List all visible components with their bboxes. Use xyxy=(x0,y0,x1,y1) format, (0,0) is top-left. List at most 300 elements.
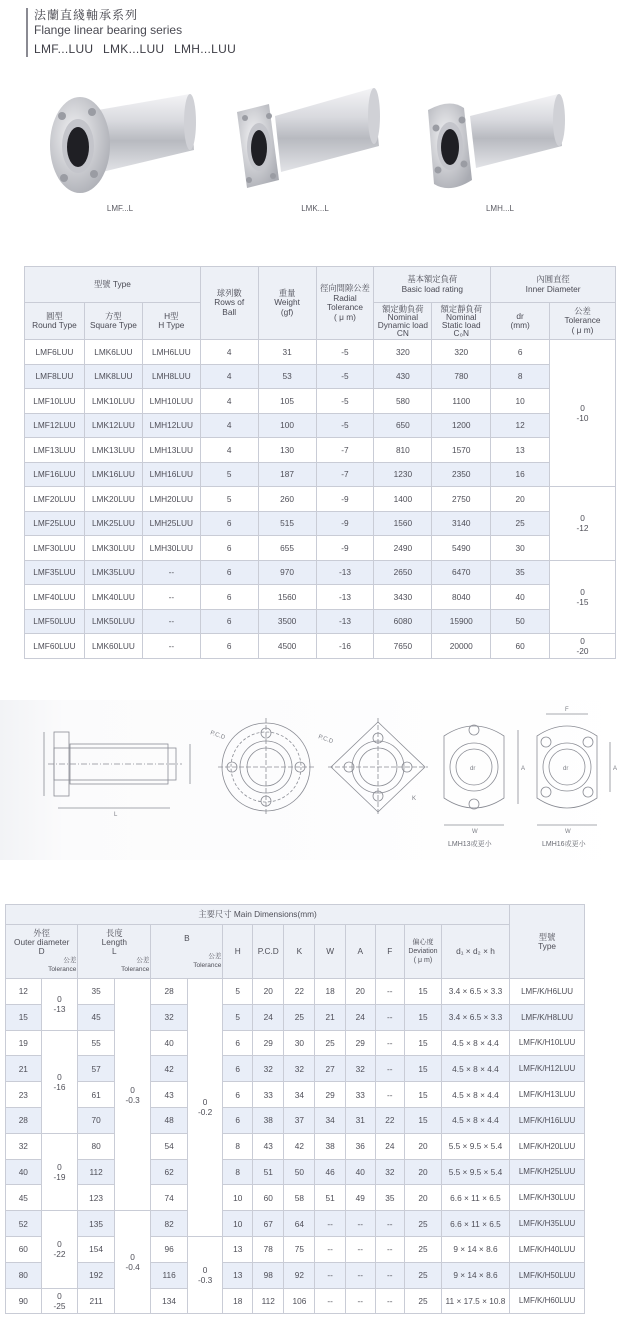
d1d2h-header: d₁ × d₂ × h xyxy=(441,925,509,979)
cell-square: LMK12LUU xyxy=(84,413,142,438)
cell-stat: 6470 xyxy=(432,560,491,585)
cell-weight: 4500 xyxy=(258,634,316,659)
cell-h: 6 xyxy=(223,1056,253,1082)
cell-weight: 100 xyxy=(258,413,316,438)
cell-rows: 4 xyxy=(200,364,258,389)
cell-round: LMF25LUU xyxy=(25,511,85,536)
dynamic-load-header: 額定動負荷 Nominal Dynamic load CN xyxy=(374,303,432,340)
cell-k: 58 xyxy=(284,1185,315,1211)
length-tolerance-cell: 0 -0.3 xyxy=(114,979,151,1211)
cell-dev: 15 xyxy=(405,979,442,1005)
outer-diameter-tolerance-cell: 0 -19 xyxy=(41,1133,78,1210)
lmh13-caption: LMH13或更小 xyxy=(448,841,492,848)
cell-b: 40 xyxy=(151,1030,187,1056)
cell-type: LMF/K/H40LUU xyxy=(510,1236,585,1262)
cell-pcd: 29 xyxy=(253,1030,284,1056)
svg-text:L: L xyxy=(114,812,118,818)
cell-square: LMK16LUU xyxy=(84,462,142,487)
main-dimensions-header: 主要尺寸 Main Dimensions(mm) xyxy=(6,905,510,925)
cell-l: 55 xyxy=(78,1030,114,1056)
cell-f: -- xyxy=(375,1082,405,1108)
cell-b: 96 xyxy=(151,1236,187,1262)
cell-weight: 105 xyxy=(258,389,316,414)
cell-dyn: 320 xyxy=(374,340,432,365)
cell-square: LMK30LUU xyxy=(84,536,142,561)
main-dimensions-table xyxy=(5,904,585,1314)
cell-rows: 5 xyxy=(200,462,258,487)
cell-dev: 25 xyxy=(405,1288,442,1314)
table-row xyxy=(25,511,616,536)
cell-d1d2h: 5.5 × 9.5 × 5.4 xyxy=(441,1159,509,1185)
table-row xyxy=(25,389,616,414)
cell-l: 123 xyxy=(78,1185,114,1211)
cell-d1d2h: 11 × 17.5 × 10.8 xyxy=(441,1288,509,1314)
cell-k: 22 xyxy=(284,979,315,1005)
rows-of-ball-header: 球列數 Rows of Ball xyxy=(200,267,258,340)
cell-a: -- xyxy=(345,1288,375,1314)
cell-h: LMH12LUU xyxy=(142,413,200,438)
square-flange-bearing-icon xyxy=(235,80,395,200)
cell-d: 23 xyxy=(6,1082,42,1108)
cell-dr: 50 xyxy=(491,609,550,634)
cell-pcd: 67 xyxy=(253,1211,284,1237)
outer-diameter-tolerance-cell: 0 -16 xyxy=(41,1030,78,1133)
technical-drawings xyxy=(0,700,640,860)
cell-h: LMH10LUU xyxy=(142,389,200,414)
cell-a: 31 xyxy=(345,1107,375,1133)
cell-w: 38 xyxy=(315,1133,346,1159)
cell-b: 32 xyxy=(151,1004,187,1030)
table-row xyxy=(6,1082,585,1108)
catalog-header xyxy=(26,8,236,57)
cell-w: -- xyxy=(315,1262,346,1288)
k-header: K xyxy=(284,925,315,979)
cell-d1d2h: 4.5 × 8 × 4.4 xyxy=(441,1030,509,1056)
table-row xyxy=(6,1211,585,1237)
cell-dr: 30 xyxy=(491,536,550,561)
table-row xyxy=(25,413,616,438)
table-row xyxy=(25,609,616,634)
cell-dr: 12 xyxy=(491,413,550,438)
cell-d: 45 xyxy=(6,1185,42,1211)
cell-f: 32 xyxy=(375,1159,405,1185)
cell-d1d2h: 3.4 × 6.5 × 3.3 xyxy=(441,979,509,1005)
cell-stat: 320 xyxy=(432,340,491,365)
cell-weight: 130 xyxy=(258,438,316,463)
cell-dr: 60 xyxy=(491,634,550,659)
cell-l: 61 xyxy=(78,1082,114,1108)
cell-d1d2h: 6.6 × 11 × 6.5 xyxy=(441,1185,509,1211)
cell-round: LMF8LUU xyxy=(25,364,85,389)
cell-dr: 16 xyxy=(491,462,550,487)
cell-dr: 13 xyxy=(491,438,550,463)
cell-stat: 1100 xyxy=(432,389,491,414)
radial-tolerance-header: 徑向間隙公差 Radial Tolerance ( μ m) xyxy=(316,267,374,340)
cell-d: 40 xyxy=(6,1159,42,1185)
cell-round: LMF35LUU xyxy=(25,560,85,585)
cell-h: LMH25LUU xyxy=(142,511,200,536)
cell-a: 49 xyxy=(345,1185,375,1211)
round-flange-bearing-icon xyxy=(40,80,200,200)
cell-radial: -7 xyxy=(316,462,374,487)
cell-type: LMF/K/H13LUU xyxy=(510,1082,585,1108)
cell-rows: 4 xyxy=(200,389,258,414)
cell-pcd: 24 xyxy=(253,1004,284,1030)
tolerance-header: 公差 Tolerance ( μ m) xyxy=(550,303,616,340)
cell-weight: 970 xyxy=(258,560,316,585)
svg-text:A: A xyxy=(613,766,618,772)
cell-d1d2h: 4.5 × 8 × 4.4 xyxy=(441,1056,509,1082)
cell-h: 6 xyxy=(223,1030,253,1056)
cell-stat: 2350 xyxy=(432,462,491,487)
table-row xyxy=(6,1159,585,1185)
cell-rows: 6 xyxy=(200,609,258,634)
h-header: H xyxy=(223,925,253,979)
cell-b: 74 xyxy=(151,1185,187,1211)
b-tolerance-cell: 0 -0.2 xyxy=(187,979,223,1237)
cell-rows: 6 xyxy=(200,560,258,585)
cell-h: 5 xyxy=(223,1004,253,1030)
cell-h: LMH6LUU xyxy=(142,340,200,365)
cell-h: LMH30LUU xyxy=(142,536,200,561)
cell-square: LMK50LUU xyxy=(84,609,142,634)
product-caption: LMH...L xyxy=(485,204,514,213)
svg-text:K: K xyxy=(412,796,417,802)
cell-dyn: 810 xyxy=(374,438,432,463)
svg-text:A: A xyxy=(521,766,526,772)
table-row xyxy=(25,462,616,487)
cell-h: 10 xyxy=(223,1211,253,1237)
cell-dev: 25 xyxy=(405,1262,442,1288)
inner-tolerance-cell: 0 -12 xyxy=(550,487,616,561)
cell-round: LMF40LUU xyxy=(25,585,85,610)
cell-dr: 25 xyxy=(491,511,550,536)
cell-stat: 5490 xyxy=(432,536,491,561)
cell-a: 29 xyxy=(345,1030,375,1056)
cell-type: LMF/K/H60LUU xyxy=(510,1288,585,1314)
cell-k: 64 xyxy=(284,1211,315,1237)
cell-type: LMF/K/H35LUU xyxy=(510,1211,585,1237)
outer-diameter-tolerance-cell: 0 -13 xyxy=(41,979,78,1031)
cell-w: 25 xyxy=(315,1030,346,1056)
cell-a: 36 xyxy=(345,1133,375,1159)
cell-type: LMF/K/H16LUU xyxy=(510,1107,585,1133)
cell-h: LMH13LUU xyxy=(142,438,200,463)
cell-dyn: 1400 xyxy=(374,487,432,512)
cell-a: -- xyxy=(345,1211,375,1237)
cell-round: LMF12LUU xyxy=(25,413,85,438)
cell-f: -- xyxy=(375,1236,405,1262)
cell-square: LMK25LUU xyxy=(84,511,142,536)
cell-weight: 260 xyxy=(258,487,316,512)
cell-l: 211 xyxy=(78,1288,114,1314)
cell-stat: 8040 xyxy=(432,585,491,610)
cell-stat: 20000 xyxy=(432,634,491,659)
cell-radial: -16 xyxy=(316,634,374,659)
cell-w: 27 xyxy=(315,1056,346,1082)
table-row xyxy=(6,979,585,1005)
cell-type: LMF/K/H8LUU xyxy=(510,1004,585,1030)
cell-pcd: 51 xyxy=(253,1159,284,1185)
cell-f: -- xyxy=(375,1262,405,1288)
cell-rows: 6 xyxy=(200,634,258,659)
cell-radial: -9 xyxy=(316,536,374,561)
cell-a: 33 xyxy=(345,1082,375,1108)
cell-pcd: 43 xyxy=(253,1133,284,1159)
cell-dev: 15 xyxy=(405,1004,442,1030)
cell-type: LMF/K/H12LUU xyxy=(510,1056,585,1082)
cell-radial: -13 xyxy=(316,609,374,634)
cell-d: 32 xyxy=(6,1133,42,1159)
table-row xyxy=(6,1107,585,1133)
cell-f: -- xyxy=(375,1056,405,1082)
cell-rows: 4 xyxy=(200,340,258,365)
cell-weight: 187 xyxy=(258,462,316,487)
cell-radial: -13 xyxy=(316,585,374,610)
cell-h: LMH8LUU xyxy=(142,364,200,389)
table-row xyxy=(25,560,616,585)
cell-dyn: 430 xyxy=(374,364,432,389)
cell-h: -- xyxy=(142,585,200,610)
table-row xyxy=(6,1288,585,1314)
table-row xyxy=(6,1236,585,1262)
cell-dev: 20 xyxy=(405,1185,442,1211)
cell-b: 28 xyxy=(151,979,187,1005)
cell-h: LMH16LUU xyxy=(142,462,200,487)
table-row xyxy=(6,1185,585,1211)
deviation-header: 偏心度 Deviation ( μ m) xyxy=(405,925,442,979)
cell-h: 13 xyxy=(223,1262,253,1288)
cell-h: 6 xyxy=(223,1082,253,1108)
cell-w: 46 xyxy=(315,1159,346,1185)
cell-d: 19 xyxy=(6,1030,42,1056)
cell-stat: 15900 xyxy=(432,609,491,634)
cell-dev: 20 xyxy=(405,1133,442,1159)
outer-diameter-header: 外徑 Outer diameter D 公差 Tolerance xyxy=(6,925,78,979)
product-caption: LMK...L xyxy=(301,204,329,213)
svg-text:dr: dr xyxy=(563,766,569,772)
weight-header: 重量 Weight (gf) xyxy=(258,267,316,340)
series-title-en: Flange linear bearing series xyxy=(34,23,183,37)
cell-dyn: 2650 xyxy=(374,560,432,585)
table-row xyxy=(6,1262,585,1288)
cell-a: 20 xyxy=(345,979,375,1005)
inner-tolerance-cell: 0 -10 xyxy=(550,340,616,487)
cell-pcd: 20 xyxy=(253,979,284,1005)
cell-w: 34 xyxy=(315,1107,346,1133)
cell-pcd: 32 xyxy=(253,1056,284,1082)
cell-d1d2h: 6.6 × 11 × 6.5 xyxy=(441,1211,509,1237)
cell-square: LMK40LUU xyxy=(84,585,142,610)
cell-round: LMF6LUU xyxy=(25,340,85,365)
f-header: F xyxy=(375,925,405,979)
cell-h: 10 xyxy=(223,1185,253,1211)
cell-radial: -5 xyxy=(316,340,374,365)
cell-k: 32 xyxy=(284,1056,315,1082)
cell-b: 42 xyxy=(151,1056,187,1082)
dimension-drawings-icon xyxy=(0,700,640,860)
cell-type: LMF/K/H6LUU xyxy=(510,979,585,1005)
cell-d1d2h: 9 × 14 × 8.6 xyxy=(441,1262,509,1288)
cell-a: 40 xyxy=(345,1159,375,1185)
table-row xyxy=(6,1004,585,1030)
w-header: W xyxy=(315,925,346,979)
cell-round: LMF13LUU xyxy=(25,438,85,463)
cell-pcd: 38 xyxy=(253,1107,284,1133)
cell-a: -- xyxy=(345,1236,375,1262)
cell-weight: 1560 xyxy=(258,585,316,610)
svg-text:P.C.D: P.C.D xyxy=(209,730,226,742)
cell-radial: -9 xyxy=(316,511,374,536)
cell-w: -- xyxy=(315,1288,346,1314)
cell-stat: 2750 xyxy=(432,487,491,512)
cell-d: 52 xyxy=(6,1211,42,1237)
cell-h: 8 xyxy=(223,1159,253,1185)
cell-rows: 5 xyxy=(200,487,258,512)
cell-h: LMH20LUU xyxy=(142,487,200,512)
cell-radial: -5 xyxy=(316,413,374,438)
table-row xyxy=(6,1133,585,1159)
cell-dyn: 650 xyxy=(374,413,432,438)
table-row xyxy=(25,487,616,512)
cell-dyn: 1560 xyxy=(374,511,432,536)
inner-diameter-header: 內圓直徑 Inner Diameter xyxy=(491,267,616,303)
cell-dev: 25 xyxy=(405,1236,442,1262)
product-lmk xyxy=(235,80,395,220)
cell-a: 32 xyxy=(345,1056,375,1082)
cell-l: 80 xyxy=(78,1133,114,1159)
product-lmf xyxy=(40,80,200,220)
cell-b: 62 xyxy=(151,1159,187,1185)
static-load-header: 額定靜負荷 Nominal Static load C₀N xyxy=(432,303,491,340)
cell-pcd: 98 xyxy=(253,1262,284,1288)
cell-l: 112 xyxy=(78,1159,114,1185)
svg-text:F: F xyxy=(565,707,569,713)
load-rating-table xyxy=(24,266,616,659)
cell-d1d2h: 5.5 × 9.5 × 5.4 xyxy=(441,1133,509,1159)
svg-text:W: W xyxy=(472,829,478,835)
cell-k: 25 xyxy=(284,1004,315,1030)
cell-radial: -13 xyxy=(316,560,374,585)
cell-dr: 6 xyxy=(491,340,550,365)
table-row xyxy=(25,585,616,610)
cell-dr: 10 xyxy=(491,389,550,414)
cell-k: 37 xyxy=(284,1107,315,1133)
cell-rows: 6 xyxy=(200,536,258,561)
cell-b: 43 xyxy=(151,1082,187,1108)
cell-dev: 15 xyxy=(405,1082,442,1108)
cell-d: 90 xyxy=(6,1288,42,1314)
cell-k: 106 xyxy=(284,1288,315,1314)
series-models: LMF...LUU LMK...LUU LMH...LUU xyxy=(34,42,237,56)
cell-w: 21 xyxy=(315,1004,346,1030)
cell-round: LMF16LUU xyxy=(25,462,85,487)
cell-f: 22 xyxy=(375,1107,405,1133)
cell-f: 24 xyxy=(375,1133,405,1159)
cell-d: 12 xyxy=(6,979,42,1005)
cell-k: 75 xyxy=(284,1236,315,1262)
cell-radial: -7 xyxy=(316,438,374,463)
cell-l: 45 xyxy=(78,1004,114,1030)
cell-k: 50 xyxy=(284,1159,315,1185)
h-flange-bearing-icon xyxy=(420,80,580,200)
product-photos xyxy=(40,80,600,230)
product-lmh xyxy=(420,80,580,220)
length-tolerance-cell: 0 -0.4 xyxy=(114,1211,151,1314)
cell-round: LMF30LUU xyxy=(25,536,85,561)
cell-round: LMF20LUU xyxy=(25,487,85,512)
cell-weight: 655 xyxy=(258,536,316,561)
cell-d1d2h: 4.5 × 8 × 4.4 xyxy=(441,1082,509,1108)
cell-l: 135 xyxy=(78,1211,114,1237)
cell-w: -- xyxy=(315,1236,346,1262)
cell-dev: 20 xyxy=(405,1159,442,1185)
table-row xyxy=(25,438,616,463)
cell-dyn: 1230 xyxy=(374,462,432,487)
cell-k: 34 xyxy=(284,1082,315,1108)
cell-h: 8 xyxy=(223,1133,253,1159)
cell-square: LMK6LUU xyxy=(84,340,142,365)
cell-dev: 25 xyxy=(405,1211,442,1237)
table-row xyxy=(25,634,616,659)
cell-pcd: 78 xyxy=(253,1236,284,1262)
lmh16-caption: LMH16或更小 xyxy=(542,841,586,848)
cell-radial: -9 xyxy=(316,487,374,512)
cell-w: 29 xyxy=(315,1082,346,1108)
cell-pcd: 60 xyxy=(253,1185,284,1211)
basic-load-rating-header: 基本額定負荷 Basic load rating xyxy=(374,267,491,303)
cell-stat: 1200 xyxy=(432,413,491,438)
cell-dr: 35 xyxy=(491,560,550,585)
cell-f: -- xyxy=(375,1288,405,1314)
cell-k: 42 xyxy=(284,1133,315,1159)
cell-f: -- xyxy=(375,979,405,1005)
pcd-header: P.C.D xyxy=(253,925,284,979)
cell-rows: 6 xyxy=(200,511,258,536)
cell-stat: 1570 xyxy=(432,438,491,463)
cell-square: LMK35LUU xyxy=(84,560,142,585)
svg-text:dr: dr xyxy=(470,766,476,772)
cell-f: -- xyxy=(375,1030,405,1056)
cell-d: 15 xyxy=(6,1004,42,1030)
cell-radial: -5 xyxy=(316,389,374,414)
cell-h: -- xyxy=(142,560,200,585)
series-title-cn: 法蘭直綫軸承系列 xyxy=(34,8,139,22)
cell-dyn: 3430 xyxy=(374,585,432,610)
cell-l: 35 xyxy=(78,979,114,1005)
cell-dev: 15 xyxy=(405,1030,442,1056)
cell-w: -- xyxy=(315,1211,346,1237)
cell-square: LMK10LUU xyxy=(84,389,142,414)
cell-dyn: 7650 xyxy=(374,634,432,659)
type-group-header: 型號 Type xyxy=(25,267,201,303)
table-row xyxy=(25,364,616,389)
outer-diameter-tolerance-cell: 0 -25 xyxy=(41,1288,78,1314)
cell-h: 13 xyxy=(223,1236,253,1262)
cell-weight: 53 xyxy=(258,364,316,389)
cell-type: LMF/K/H50LUU xyxy=(510,1262,585,1288)
table-row xyxy=(6,1056,585,1082)
cell-b: 54 xyxy=(151,1133,187,1159)
cell-weight: 3500 xyxy=(258,609,316,634)
b-tolerance-cell: 0 -0.3 xyxy=(187,1236,223,1313)
cell-b: 116 xyxy=(151,1262,187,1288)
cell-dr: 40 xyxy=(491,585,550,610)
cell-d: 28 xyxy=(6,1107,42,1133)
cell-a: 24 xyxy=(345,1004,375,1030)
cell-l: 70 xyxy=(78,1107,114,1133)
cell-w: 18 xyxy=(315,979,346,1005)
